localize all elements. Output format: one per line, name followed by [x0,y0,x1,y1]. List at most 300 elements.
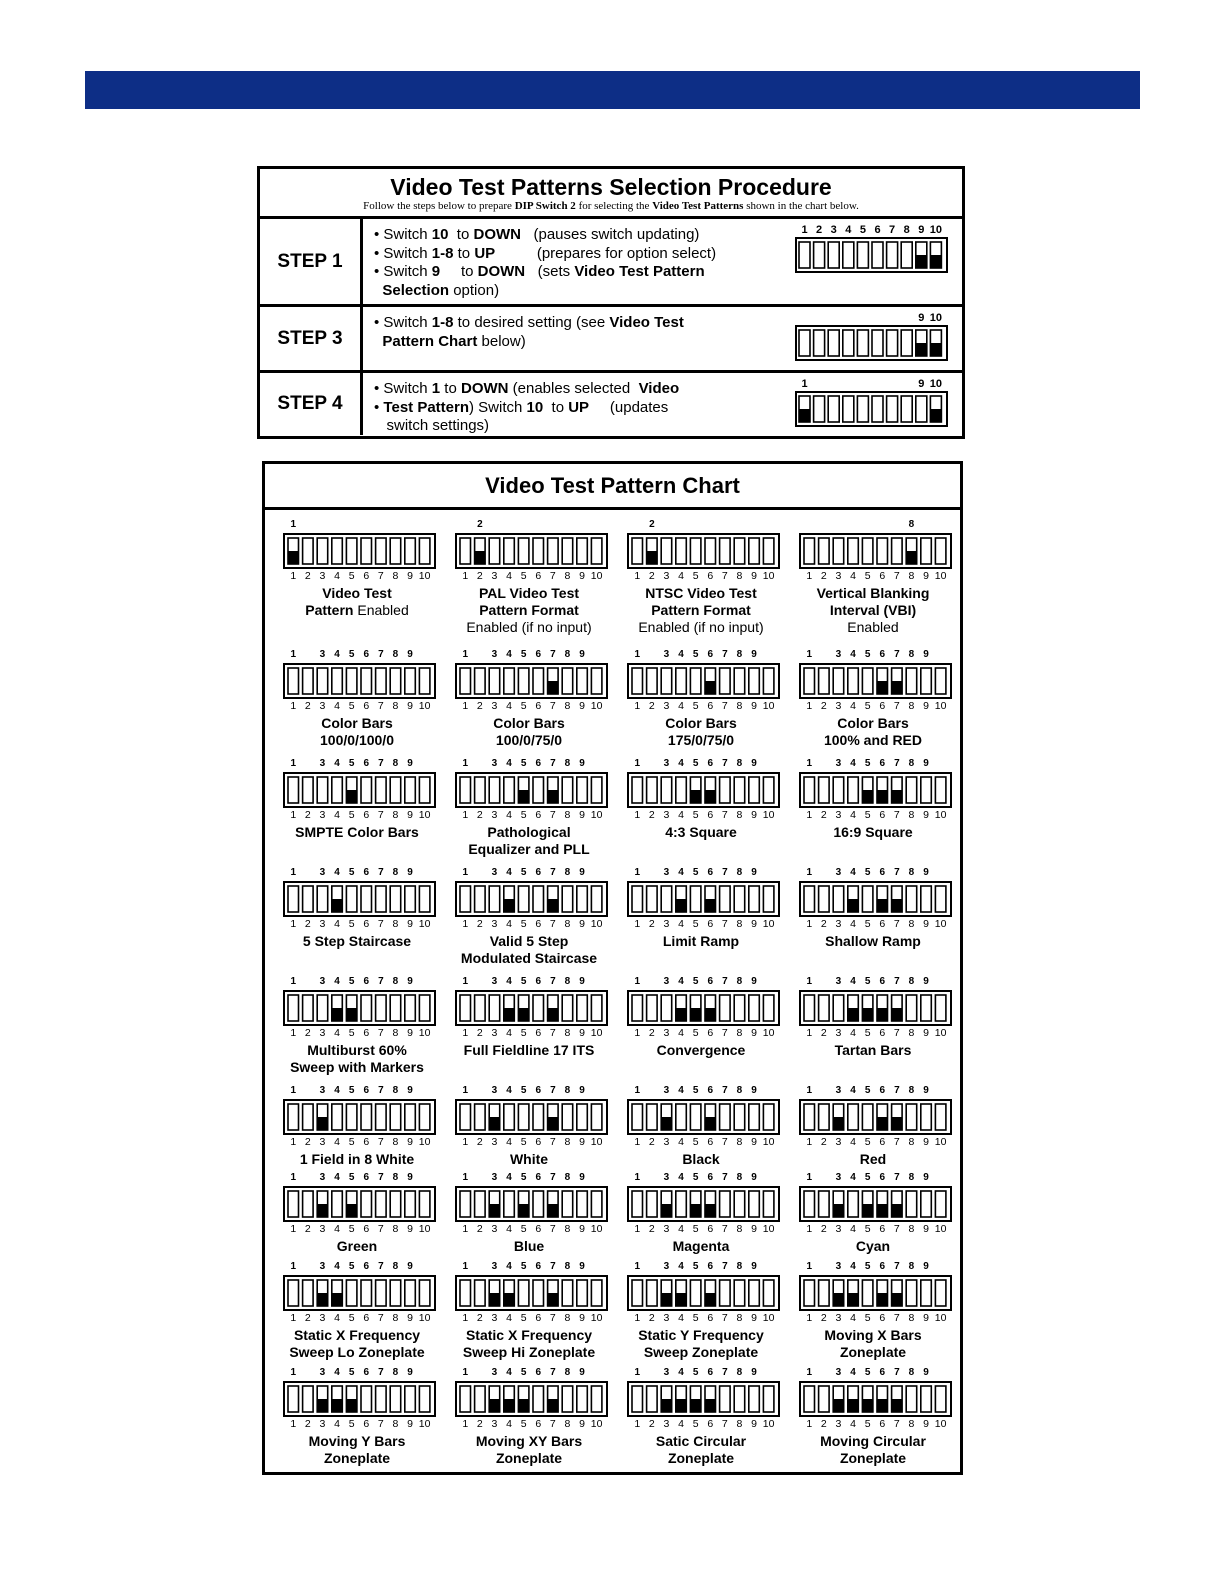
switch-position-number: 10 [762,1136,775,1148]
dip-switch-8 [562,668,573,694]
switch-position-number: 1 [806,1223,813,1235]
caption-line: Magenta [672,1238,730,1254]
switch-position-number: 8 [908,1136,915,1148]
active-switch-number: 1 [634,867,641,878]
switch-position-number: 7 [721,1136,728,1148]
dip-switch-5-down-lever [346,1204,357,1217]
active-switch-number: 8 [908,867,915,878]
switch-position-number: 5 [348,570,355,582]
dip-switch-1 [288,1386,299,1412]
dip-switch-10 [763,777,774,803]
switch-number-label: 1 [801,224,808,236]
switch-position-number: 6 [535,570,542,582]
dip-switch-3-down-lever [317,1117,328,1130]
switch-position-number: 2 [820,570,827,582]
active-switch-number: 5 [864,976,871,987]
dip-switch-2 [647,995,658,1021]
pattern-caption [439,824,619,858]
switch-position-number: 7 [893,1312,900,1324]
switch-position-numbers [271,1223,443,1235]
switch-position-number: 9 [923,1223,929,1235]
dip-switch-3-down-lever [489,1293,500,1306]
switch-position-number: 5 [348,1223,355,1235]
dip-switch-2 [303,668,314,694]
switch-position-number: 3 [663,1312,670,1324]
active-switch-number: 1 [806,649,813,660]
active-switch-number: 4 [506,1367,512,1378]
dip-switch-8 [906,1104,917,1130]
switch-position-number: 4 [334,1312,340,1324]
switch-position-numbers [443,809,615,821]
active-switch-number: 8 [564,867,571,878]
dip-switch-block [283,663,436,699]
dip-switch-block [283,881,436,917]
dip-switch-5-down-lever [518,1008,529,1021]
switch-position-number: 7 [721,700,728,712]
dip-switch-2 [303,1280,314,1306]
switch-position-number: 6 [363,1312,370,1324]
active-switch-number: 6 [879,976,886,987]
pattern-caption [783,1151,963,1168]
switch-position-number: 9 [923,809,929,821]
switch-position-number: 7 [893,1136,900,1148]
dip-switch-1 [632,1280,643,1306]
switch-position-number: 10 [762,1312,775,1324]
dip-switch-7 [720,777,731,803]
dip-switch-7 [887,242,898,268]
dip-switch-7 [887,396,898,422]
dip-switch-1 [288,1104,299,1130]
active-switch-number: 1 [290,758,297,769]
dip-switch-2 [814,330,825,356]
switch-position-number: 1 [634,700,641,712]
dip-switch-9 [749,995,760,1021]
active-switch-number: 5 [692,1172,699,1183]
active-switch-number: 8 [908,649,915,660]
switch-position-numbers [615,1223,787,1235]
dip-switch-1 [804,1386,815,1412]
dip-switch-2 [475,1386,486,1412]
dip-switch-9 [749,777,760,803]
dip-switch-7 [720,886,731,912]
switch-number-label: 7 [889,224,896,236]
active-switch-number: 9 [923,758,929,769]
switch-position-number: 10 [590,918,603,930]
active-switch-number: 2 [649,519,655,530]
dip-switch-5 [690,1104,701,1130]
dip-switch-2 [647,668,658,694]
active-switch-number: 6 [879,1261,886,1272]
dip-switch-4-down-lever [676,1399,687,1412]
switch-position-numbers [443,700,615,712]
active-switch-number: 5 [348,1367,355,1378]
active-switch-number: 1 [290,1261,297,1272]
dip-switch-6 [533,886,544,912]
dip-switch-3 [489,995,500,1021]
pattern-caption [267,824,447,841]
switch-position-number: 1 [462,1223,469,1235]
active-switch-number: 6 [535,649,542,660]
active-switch-number: 5 [692,758,699,769]
switch-number-label: 9 [918,378,925,390]
dip-switch-2 [819,1104,830,1130]
switch-position-number: 10 [590,570,603,582]
pattern-cell [615,1261,787,1361]
dip-switch-10 [419,1104,430,1130]
active-switch-number: 8 [908,1261,915,1272]
switch-position-number: 5 [692,570,699,582]
pattern-chart-box [262,461,963,1475]
switch-position-number: 10 [590,700,603,712]
switch-position-number: 8 [392,918,399,930]
dip-switch-block [455,881,608,917]
active-switch-number: 5 [348,1172,355,1183]
caption-line: 4:3 Square [665,824,737,840]
dip-switch-10 [591,538,602,564]
active-switch-number: 8 [736,1085,743,1096]
switch-position-number: 1 [806,1312,813,1324]
active-switch-number: 6 [535,1261,542,1272]
pattern-caption [783,715,963,749]
switch-position-number: 9 [751,918,757,930]
active-switch-number: 5 [692,976,699,987]
switch-position-number: 9 [407,1027,413,1039]
active-switch-number: 7 [894,1367,900,1378]
dip-switch-4 [504,1191,515,1217]
active-switch-labels [615,1085,787,1097]
dip-switch-8 [734,886,745,912]
switch-position-number: 9 [751,1136,757,1148]
dip-switch-2 [819,1386,830,1412]
dip-switch-9 [921,1386,932,1412]
switch-position-numbers [787,918,959,930]
switch-position-number: 10 [934,1136,947,1148]
dip-switch-block [455,1099,608,1135]
switch-position-number: 4 [850,570,856,582]
dip-switch-7-down-lever [548,1117,559,1130]
active-switch-labels [271,1085,443,1097]
switch-position-number: 4 [678,1136,684,1148]
dip-switch-1 [632,1104,643,1130]
active-switch-number: 1 [290,867,297,878]
active-switch-number: 5 [348,1261,355,1272]
switch-position-number: 1 [806,570,813,582]
pattern-cell [271,758,443,858]
dip-switch-3-down-lever [833,1399,844,1412]
dip-switch-10 [419,1280,430,1306]
switch-number-label: 10 [929,224,943,236]
active-switch-number: 4 [850,1367,856,1378]
switch-position-number: 2 [648,1312,655,1324]
dip-switch-block [283,533,436,569]
active-switch-number: 9 [407,1367,413,1378]
dip-switch-2 [647,1104,658,1130]
active-switch-number: 9 [579,1261,585,1272]
pattern-caption [783,1238,963,1255]
active-switch-number: 6 [363,867,370,878]
dip-switch-5 [862,1280,873,1306]
pattern-cell [271,1261,443,1361]
active-switch-number: 6 [363,758,370,769]
caption-line: 5 Step Staircase [302,933,412,949]
dip-switch-3-down-lever [317,1399,328,1412]
switch-position-number: 4 [850,700,856,712]
switch-position-number: 8 [908,1223,915,1235]
active-switch-number: 8 [908,758,915,769]
switch-position-number: 1 [634,570,641,582]
active-switch-number: 8 [908,1085,915,1096]
switch-position-number: 4 [334,1223,340,1235]
dip-switch-2 [819,995,830,1021]
caption-line: Multiburst 60% [307,1042,407,1058]
caption-line: 100% and RED [823,732,923,748]
active-switch-number: 7 [894,1172,900,1183]
switch-position-number: 3 [319,700,326,712]
active-switch-number: 7 [378,1261,384,1272]
switch-position-number: 3 [663,700,670,712]
active-switch-number: 6 [707,1261,714,1272]
switch-position-number: 10 [418,1223,431,1235]
caption-line: 1 Field in 8 White [299,1151,415,1167]
active-switch-number: 4 [850,1172,856,1183]
active-switch-number: 7 [722,1085,728,1096]
switch-position-number: 2 [820,918,827,930]
switch-position-number: 2 [304,1418,311,1430]
active-switch-number: 6 [879,758,886,769]
caption-line: Color Bars [321,715,393,731]
dip-switch-3 [317,777,328,803]
active-switch-labels [271,867,443,879]
switch-position-number: 1 [290,1136,297,1148]
switch-position-number: 6 [879,1223,886,1235]
switch-position-number: 5 [348,1136,355,1148]
switch-position-number: 6 [707,1312,714,1324]
dip-switch-9 [921,886,932,912]
active-switch-number: 6 [363,1172,370,1183]
active-switch-number: 9 [407,758,413,769]
switch-position-number: 7 [721,809,728,821]
switch-position-numbers [271,1136,443,1148]
dip-switch-1 [632,1191,643,1217]
dip-switch-6 [872,396,883,422]
pattern-caption [267,1327,447,1361]
switch-position-numbers [615,1136,787,1148]
switch-position-number: 4 [334,1418,340,1430]
switch-position-number: 6 [879,700,886,712]
dip-switch-2 [303,777,314,803]
pattern-cell [271,1085,443,1185]
switch-position-number: 2 [476,570,483,582]
switch-position-number: 7 [549,700,556,712]
active-switch-number: 7 [378,1172,384,1183]
switch-position-number: 3 [663,1223,670,1235]
dip-switch-block [455,990,608,1026]
active-switch-number: 3 [835,758,842,769]
dip-switch-7 [720,995,731,1021]
switch-position-number: 8 [564,570,571,582]
caption-line: Zoneplate [839,1344,907,1360]
switch-position-number: 7 [377,1027,384,1039]
active-switch-number: 6 [879,1367,886,1378]
switch-position-numbers [615,700,787,712]
switch-position-number: 2 [476,1312,483,1324]
pattern-cell [271,649,443,749]
dip-switch-block [283,772,436,808]
active-switch-labels [615,867,787,879]
switch-position-number: 5 [348,1027,355,1039]
dip-switch-6 [533,1191,544,1217]
instruction-line: switch settings) [374,417,490,434]
pattern-caption [611,1433,791,1467]
dip-switch-7-down-lever [548,681,559,694]
dip-switch-8 [901,396,912,422]
switch-position-number: 4 [334,918,340,930]
switch-position-number: 3 [835,700,842,712]
dip-switch-3 [489,538,500,564]
dip-switch-8 [562,1191,573,1217]
switch-position-numbers [271,809,443,821]
dip-switch-6 [361,538,372,564]
switch-position-number: 3 [319,570,326,582]
switch-position-number: 8 [908,570,915,582]
switch-position-number: 7 [549,1223,556,1235]
dip-switch-5-down-lever [346,1008,357,1021]
switch-position-number: 3 [491,918,498,930]
active-switch-number: 7 [378,1367,384,1378]
active-switch-number: 8 [564,649,571,660]
active-switch-number: 9 [923,1367,929,1378]
active-switch-number: 9 [579,649,585,660]
caption-line: Color Bars [665,715,737,731]
active-switch-number: 5 [864,1172,871,1183]
active-switch-number: 1 [806,976,813,987]
active-switch-number: 7 [550,1261,556,1272]
caption-line: Pattern Enabled [305,602,409,618]
dip-switch-6 [361,668,372,694]
caption-line: Vertical Blanking [816,585,930,601]
instruction-line: • Switch 1-8 to desired setting (see Video Test [374,314,684,331]
switch-position-number: 10 [934,570,947,582]
dip-switch-9 [916,396,927,422]
dip-switch-8 [906,1191,917,1217]
dip-switch-1 [804,1280,815,1306]
dip-switch-6-down-lever [877,790,888,803]
dip-switch-3-down-lever [489,1117,500,1130]
active-switch-number: 3 [663,1172,670,1183]
dip-switch-block [799,1099,952,1135]
dip-switch-3 [833,777,844,803]
switch-position-number: 2 [476,1136,483,1148]
switch-position-number: 2 [820,1027,827,1039]
dip-switch-8 [390,538,401,564]
active-switch-number: 8 [736,1261,743,1272]
switch-position-number: 4 [678,700,684,712]
dip-switch-5 [518,538,529,564]
dip-switch-8 [562,886,573,912]
active-switch-labels [787,1367,959,1379]
switch-position-number: 6 [879,918,886,930]
active-switch-number: 4 [506,758,512,769]
active-switch-number: 4 [850,867,856,878]
pattern-caption [611,1151,791,1168]
caption-line: Moving Circular [820,1433,926,1449]
dip-switch-5 [690,886,701,912]
switch-position-number: 8 [736,1312,743,1324]
dip-switch-3-down-lever [833,1117,844,1130]
dip-switch-10 [591,1104,602,1130]
dip-switch-7 [376,1191,387,1217]
switch-position-number: 10 [418,570,431,582]
switch-position-number: 10 [762,1418,775,1430]
step-4-label: STEP 4 [260,373,363,435]
switch-position-number: 6 [535,1136,542,1148]
active-switch-number: 5 [520,1261,527,1272]
active-switch-number: 8 [736,649,743,660]
dip-switch-7 [376,1386,387,1412]
dip-switch-5 [857,396,868,422]
dip-switch-6-down-lever [705,1008,716,1021]
dip-switch-5 [518,886,529,912]
switch-position-number: 6 [535,1223,542,1235]
dip-switch-1 [632,538,643,564]
dip-switch-2 [819,668,830,694]
active-switch-number: 5 [692,1367,699,1378]
switch-position-numbers [443,918,615,930]
active-switch-number: 4 [850,976,856,987]
dip-switch-2 [647,1386,658,1412]
switch-position-number: 9 [923,700,929,712]
pattern-cell [787,1172,959,1272]
active-switch-number: 7 [550,976,556,987]
dip-switch-5 [518,668,529,694]
dip-switch-5 [346,1104,357,1130]
switch-position-number: 6 [707,1418,714,1430]
dip-switch-6 [361,777,372,803]
switch-position-numbers [443,1136,615,1148]
active-switch-number: 3 [663,758,670,769]
switch-position-number: 10 [590,809,603,821]
dip-switch-block [795,391,948,427]
dip-switch-4 [332,538,343,564]
pattern-cell [787,649,959,749]
switch-position-number: 10 [418,1136,431,1148]
switch-position-number: 3 [835,1027,842,1039]
pattern-caption [439,585,619,636]
pattern-cell [787,519,959,635]
pattern-cell [443,976,615,1076]
active-switch-number: 6 [707,1085,714,1096]
pattern-caption [267,1151,447,1168]
caption-line: Pattern Format [479,602,579,618]
dip-switch-6 [361,995,372,1021]
active-switch-number: 3 [491,1367,498,1378]
active-switch-number: 8 [564,976,571,987]
active-switch-number: 5 [520,976,527,987]
dip-switch-5-down-lever [862,1204,873,1217]
dip-switch-8 [906,777,917,803]
switch-position-number: 4 [850,1223,856,1235]
active-switch-number: 6 [879,1085,886,1096]
switch-position-number: 1 [634,809,641,821]
active-switch-number: 4 [334,1367,340,1378]
switch-position-number: 4 [850,1027,856,1039]
switch-position-number: 5 [520,918,527,930]
dip-switch-10 [591,668,602,694]
pattern-cell [443,1367,615,1467]
active-switch-number: 3 [319,867,326,878]
dip-switch-4 [332,1191,343,1217]
active-switch-number: 6 [363,976,370,987]
